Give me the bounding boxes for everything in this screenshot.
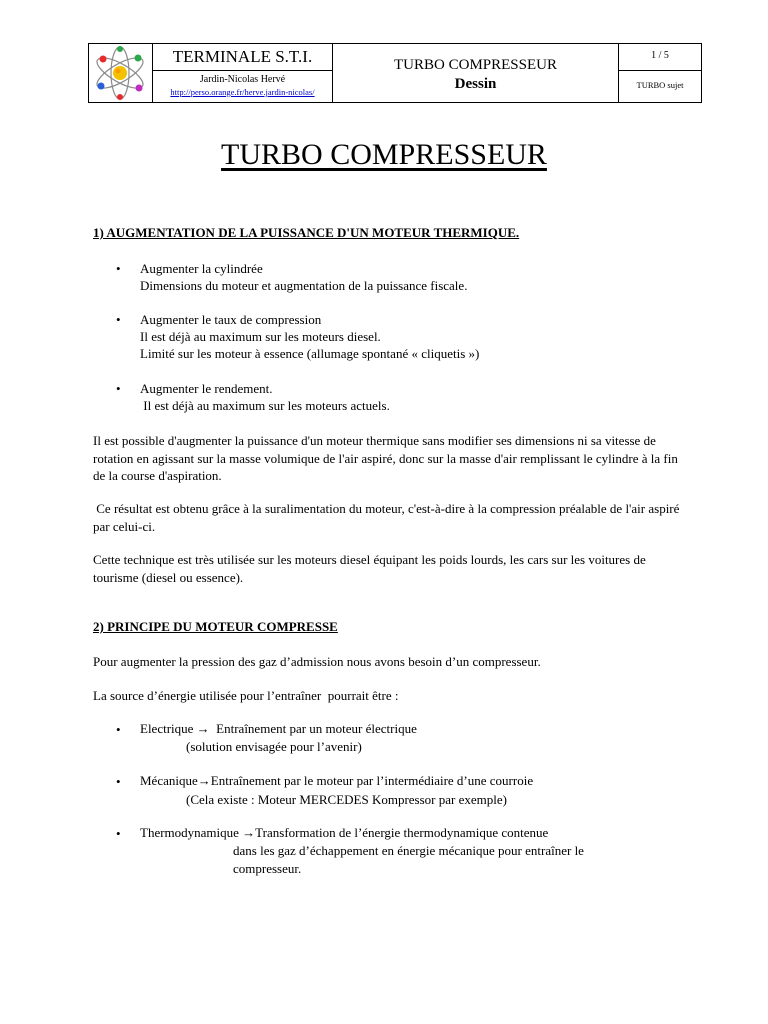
atom-logo-icon: [89, 44, 151, 102]
main-title: [0, 138, 768, 172]
header-table: [88, 43, 702, 103]
list-item-note: dans les gaz d’échappement en énergie mécanique pour entraîner le: [233, 843, 584, 858]
list-item: [140, 721, 417, 737]
list-item-detail: Dimensions du moteur et augmentation de la puissance fiscale.: [140, 278, 468, 293]
list-item-detail: Limité sur les moteur à essence (allumage spontané « cliquetis »): [140, 346, 480, 361]
section2-heading: 2) PRINCIPE DU MOTEUR COMPRESSE: [93, 619, 338, 634]
list-item-detail: Il est déjà au maximum sur les moteurs actuels.: [140, 398, 390, 413]
school-cell: [153, 44, 333, 102]
bullet-glyph: •: [116, 261, 121, 276]
atom-logo: [89, 44, 153, 102]
bullet-glyph: •: [116, 722, 121, 737]
energy-source-description: Entraînement par le moteur par l’intermédiaire d’une courroie: [210, 773, 534, 788]
paragraph: Ce résultat est obtenu grâce à la suralimentation du moteur, c'est-à-dire à la compression préalable de l'air aspiré par celui-ci.: [93, 501, 683, 534]
paragraph: La source d’énergie utilisée pour l’entraîner pourrait être :: [93, 688, 399, 703]
list-item: [140, 825, 548, 841]
list-item-title: Augmenter le taux de compression: [140, 312, 322, 327]
list-item-note: compresseur.: [233, 861, 302, 876]
energy-source-label: Electrique: [140, 721, 194, 736]
header-subtitle: Dessin: [454, 76, 497, 92]
list-item-note: (Cela existe : Moteur MERCEDES Kompressor par exemple): [186, 792, 507, 807]
author-name: Jardin-Nicolas Hervé: [199, 74, 286, 85]
energy-source-label: Thermodynamique: [140, 825, 239, 840]
list-item: [140, 773, 533, 789]
header-title: TURBO COMPRESSEUR: [394, 57, 557, 73]
arrow-icon: →: [197, 773, 211, 788]
bullet-glyph: •: [116, 826, 121, 841]
reference-cell: [619, 44, 701, 102]
page-number: 1 / 5: [619, 44, 701, 71]
title-cell: [333, 44, 619, 102]
paragraph: Il est possible d'augmenter la puissance d'un moteur thermique sans modifier ses dimensions ni sa vitesse de rotation en agissant sur la masse volumique de l'air aspiré, donc sur la masse d'air remplissant le cylindre à la fin de la course d'aspiration.: [93, 433, 678, 483]
list-item-title: Augmenter le rendement.: [140, 381, 273, 396]
author-url-link[interactable]: http://perso.orange.fr/herve.jardin-nicolas/: [170, 87, 315, 97]
section1-heading: 1) AUGMENTATION DE LA PUISSANCE D'UN MOTEUR THERMIQUE.: [93, 225, 520, 240]
list-item: [140, 260, 700, 294]
list-item: [140, 380, 700, 414]
document-reference: TURBO sujet: [636, 80, 684, 90]
main-title-text: TURBO COMPRESSEUR: [221, 138, 547, 171]
bullet-glyph: •: [116, 381, 121, 396]
energy-source-description: Transformation de l’énergie thermodynamique contenue: [255, 825, 549, 840]
list-item-detail: Il est déjà au maximum sur les moteurs diesel.: [140, 329, 381, 344]
bullet-glyph: •: [116, 312, 121, 327]
paragraph: Cette technique est très utilisée sur les moteurs diesel équipant les poids lourds, les cars sur les voitures de tourisme (diesel ou essence).: [93, 552, 646, 585]
arrow-icon: →: [193, 721, 213, 736]
list-item: [140, 311, 700, 362]
list-item-note: (solution envisagée pour l’avenir): [186, 739, 362, 754]
list-item-title: Augmenter la cylindrée: [140, 261, 263, 276]
paragraph: Pour augmenter la pression des gaz d’admission nous avons besoin d’un compresseur.: [93, 654, 541, 669]
arrow-icon: →: [238, 825, 256, 840]
school-name: TERMINALE S.T.I.: [153, 44, 332, 71]
energy-source-description: Entraînement par un moteur électrique: [212, 721, 417, 736]
bullet-glyph: •: [116, 774, 121, 789]
energy-source-label: Mécanique: [140, 773, 198, 788]
